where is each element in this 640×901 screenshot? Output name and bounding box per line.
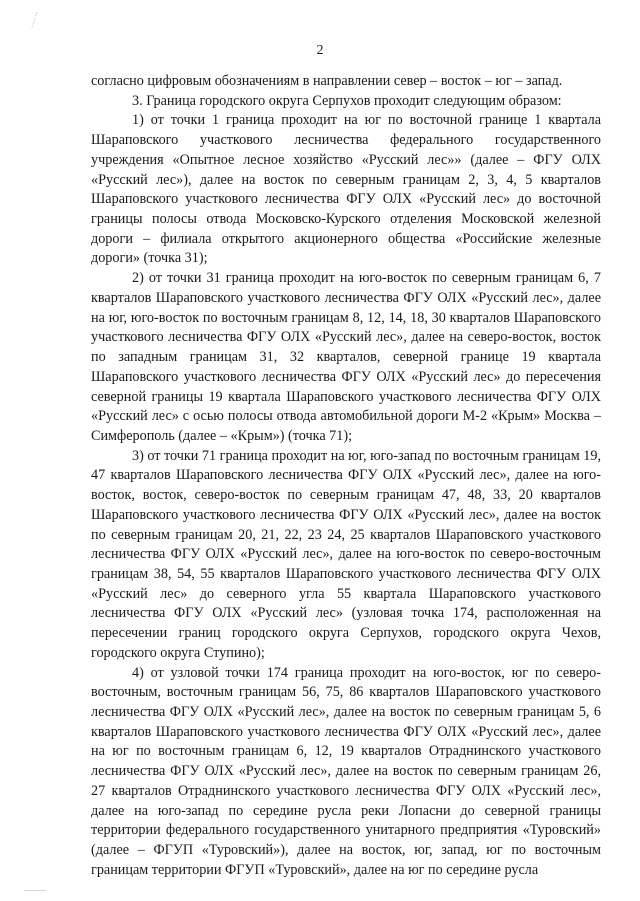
scan-artifact-mark [31,12,47,28]
scan-edge-mark [24,890,46,891]
page-number: 2 [316,43,324,58]
document-body [91,72,601,880]
paragraph-continuation: согласно цифровым обозначениям в направлении север – восток – юг – запад. [91,73,563,89]
paragraph-item-3: 3) от точки 71 граница проходит на юг, юго-запад по восточным границам 19, 47 кварталов Шараповского лесничества ФГУ ОЛХ «Русский лес», далее на юго-восток, восток, северо-восток по северным границам 47, 48, 33, 20 кварталов Шараповского участкового лесничества ФГУ ОЛХ «Русский лес», далее на восток по северным границам 20, 21, 22, 23 24, 25 кварталов Шараповского участкового лесничества ФГУ ОЛХ «Русский лес», далее на юго-восток по северо-восточным границам 38, 54, 55 кварталов Шараповского участкового лесничества ФГУ ОЛХ «Русский лес» до северного угла 55 квартала Шараповского участкового лесничества ФГУ ОЛХ «Русский лес» (узловая точка 174, расположенная на пересечении границ городского округа Серпухов, городского округа Чехов, городского округа Ступино); [91,447,601,661]
paragraph-item-2: 2) от точки 31 граница проходит на юго-восток по северным границам 6, 7 кварталов Шараповского участкового лесничества ФГУ ОЛХ «Русский лес», далее на юг, юго-восток по восточным границам 8, 12, 14, 18, 30 кварталов Шараповского участкового лесничества ФГУ ОЛХ «Русский лес», далее на северо-восток, восток по западным границам 31, 32 кварталов, северной границе 19 квартала Шараповского участкового лесничества ФГУ ОЛХ «Русский лес» до пересечения северной границы 19 квартала Шараповского участкового лесничества ФГУ ОЛХ «Русский лес» с осью полосы отвода автомобильной дороги М-2 «Крым» Москва – Симферополь (далее – «Крым») (точка 71); [91,270,601,444]
paragraph-section-3-heading: 3. Граница городского округа Серпухов проходит следующим образом: [132,92,562,109]
paragraph-item-1: 1) от точки 1 граница проходит на юг по восточной границе 1 квартала Шараповского участкового лесничества федерального государственного учреждения «Опытное лесное хозяйство «Русский лес»» (далее – ФГУ ОЛХ «Русский лес»), далее на восток по северным границам 2, 3, 4, 5 кварталов Шараповского участкового лесничества ФГУ ОЛХ «Русский лес» до восточной границы полосы отвода Московско-Курского отделения Московской железной дороги – филиала открытого акционерного общества «Российские железные дороги» (точка 31); [91,112,601,267]
paragraph-item-4: 4) от узловой точки 174 граница проходит на юго-восток, юг по северо-восточным, восточным границам 56, 75, 86 кварталов Шараповского участкового лесничества ФГУ ОЛХ «Русский лес», далее на восток по северным границам 5, 6 кварталов Шараповского участкового лесничества ФГУ ОЛХ «Русский лес», далее на юг по восточным границам 6, 12, 19 кварталов Отраднинского участкового лесничества ФГУ ОЛХ «Русский лес», далее на восток по северным границам 26, 27 кварталов Отраднинского участкового лесничества ФГУ ОЛХ «Русский лес», далее на юго-запад по середине русла реки Лопасни до северной границы территории федерального государственного унитарного предприятия «Туровский» (далее – ФГУП «Туровский»), далее на восток, юг, запад, юг по восточным границам территории ФГУП «Туровский», далее на юг по середине русла [91,664,601,878]
